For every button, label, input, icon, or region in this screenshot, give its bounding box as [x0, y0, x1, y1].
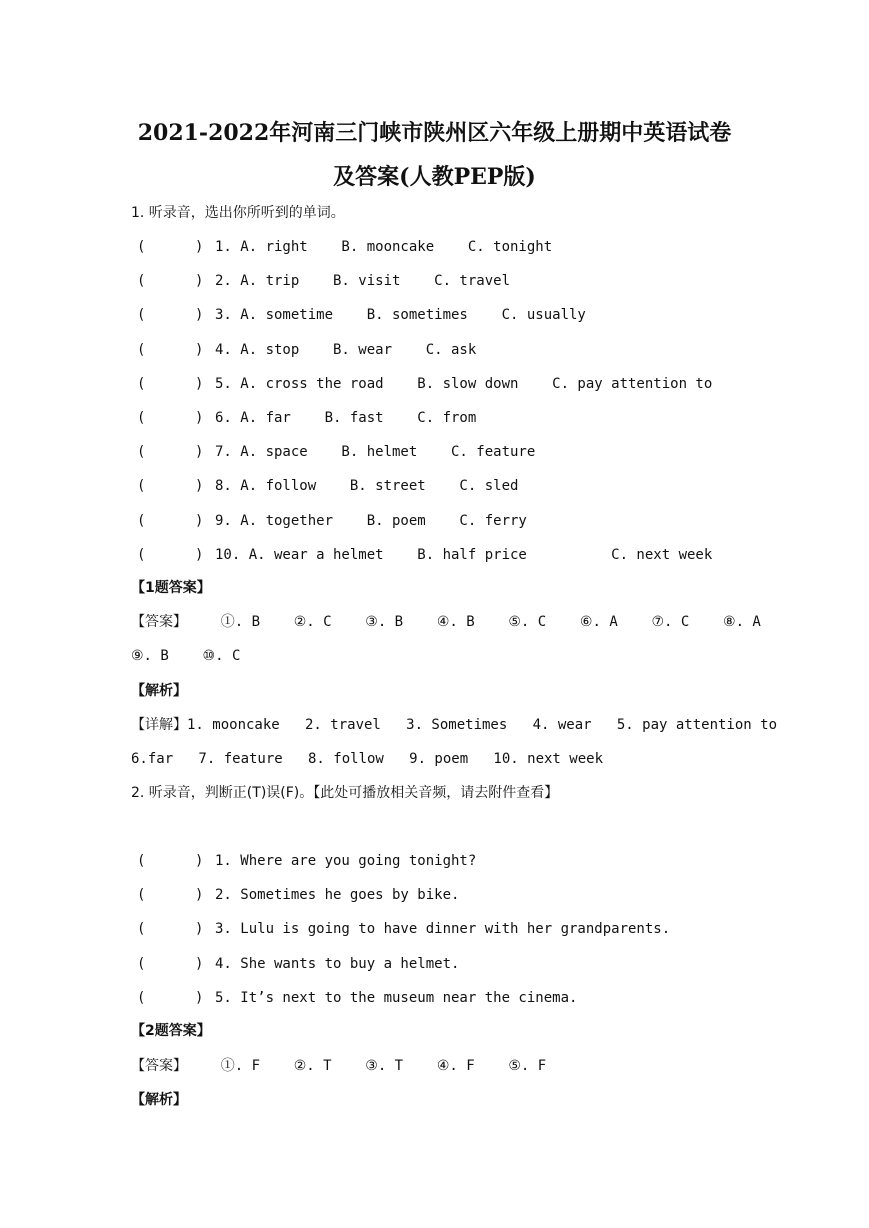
- answer-blank-open-paren: (: [137, 955, 146, 972]
- question-text: 2. Sometimes he goes by bike.: [215, 887, 460, 904]
- question-text: 7. A. space B. helmet C. feature: [215, 444, 536, 461]
- answer-blank-close-paren: ): [195, 375, 204, 392]
- answer-blank-close-paren: ): [195, 546, 204, 563]
- answer-1-heading: 【1题答案】: [131, 580, 211, 596]
- answer-blank-open-paren: (: [137, 273, 146, 290]
- answer-blank-close-paren: ): [195, 478, 204, 495]
- question-text: 2. A. trip B. visit C. travel: [215, 273, 511, 290]
- question-text: 9. A. together B. poem C. ferry: [215, 512, 527, 529]
- answer-blank-open-paren: (: [137, 853, 146, 869]
- section-1-heading: 1. 听录音，选出你所听到的单词。: [131, 205, 345, 221]
- answer-2-heading: 【2题答案】: [131, 1023, 211, 1039]
- answer-blank-open-paren: (: [137, 410, 146, 426]
- question-text: 3. Lulu is going to have dinner with her grandparents.: [215, 921, 671, 938]
- question-text: 5. A. cross the road B. slow down C. pay attention to: [215, 375, 713, 392]
- question-text: 3. A. sometime B. sometimes C. usually: [215, 307, 586, 324]
- answer-blank-close-paren: ): [195, 512, 204, 529]
- answer-blank-open-paren: (: [137, 375, 146, 392]
- answer-blank-open-paren: (: [137, 444, 146, 461]
- question-text: 1. Where are you going tonight?: [215, 853, 477, 869]
- question-text: 6. A. far B. fast C. from: [215, 410, 477, 426]
- section-2-heading: 2. 听录音，判断正(T)误(F)。【此处可播放相关音频，请去附件查看】: [131, 785, 559, 801]
- answer-1-line-2: ⑨. B ⑩. C: [131, 648, 241, 664]
- answer-blank-close-paren: ): [195, 239, 204, 255]
- analysis-2-heading: 【解析】: [131, 1092, 187, 1108]
- answer-blank-open-paren: (: [137, 989, 146, 1006]
- answer-blank-close-paren: ): [195, 341, 204, 358]
- answer-blank-open-paren: (: [137, 546, 146, 563]
- answer-blank-close-paren: ): [195, 307, 204, 324]
- answer-blank-open-paren: (: [137, 887, 146, 904]
- answer-blank-open-paren: (: [137, 512, 146, 529]
- answer-blank-open-paren: (: [137, 478, 146, 495]
- answer-blank-open-paren: (: [137, 341, 146, 358]
- detail-1-line-1: 【详解】1. mooncake 2. travel 3. Sometimes 4. wear 5. pay attention to: [131, 717, 778, 733]
- answer-blank-close-paren: ): [195, 887, 204, 904]
- question-text: 4. A. stop B. wear C. ask: [215, 341, 477, 358]
- answer-blank-close-paren: ): [195, 853, 204, 869]
- answer-2-line: 【答案】 ①. F ②. T ③. T ④. F ⑤. F: [131, 1058, 547, 1074]
- answer-blank-close-paren: ): [195, 989, 204, 1006]
- detail-1-line-2: 6.far 7. feature 8. follow 9. poem 10. next week: [131, 751, 604, 767]
- answer-blank-open-paren: (: [137, 921, 146, 938]
- question-text: 8. A. follow B. street C. sled: [215, 478, 519, 495]
- question-text: 10. A. wear a helmet B. half price C. next week: [215, 546, 713, 563]
- answer-blank-close-paren: ): [195, 273, 204, 290]
- question-text: 1. A. right B. mooncake C. tonight: [215, 239, 553, 255]
- answer-blank-close-paren: ): [195, 410, 204, 426]
- answer-blank-close-paren: ): [195, 921, 204, 938]
- answer-blank-close-paren: ): [195, 955, 204, 972]
- answer-1-line-1: 【答案】 ①. B ②. C ③. B ④. B ⑤. C ⑥. A ⑦. C ⑧. A: [131, 614, 761, 630]
- analysis-1-heading: 【解析】: [131, 683, 187, 699]
- answer-blank-close-paren: ): [195, 444, 204, 461]
- answer-blank-open-paren: (: [137, 239, 146, 255]
- answer-blank-open-paren: (: [137, 307, 146, 324]
- document-title-line-2: 及答案(人教PEP版): [333, 164, 536, 190]
- question-text: 5. It’s next to the museum near the cinema.: [215, 989, 578, 1006]
- document-title-line-1: 2021-2022年河南三门峡市陕州区六年级上册期中英语试卷: [137, 120, 732, 146]
- question-text: 4. She wants to buy a helmet.: [215, 955, 460, 972]
